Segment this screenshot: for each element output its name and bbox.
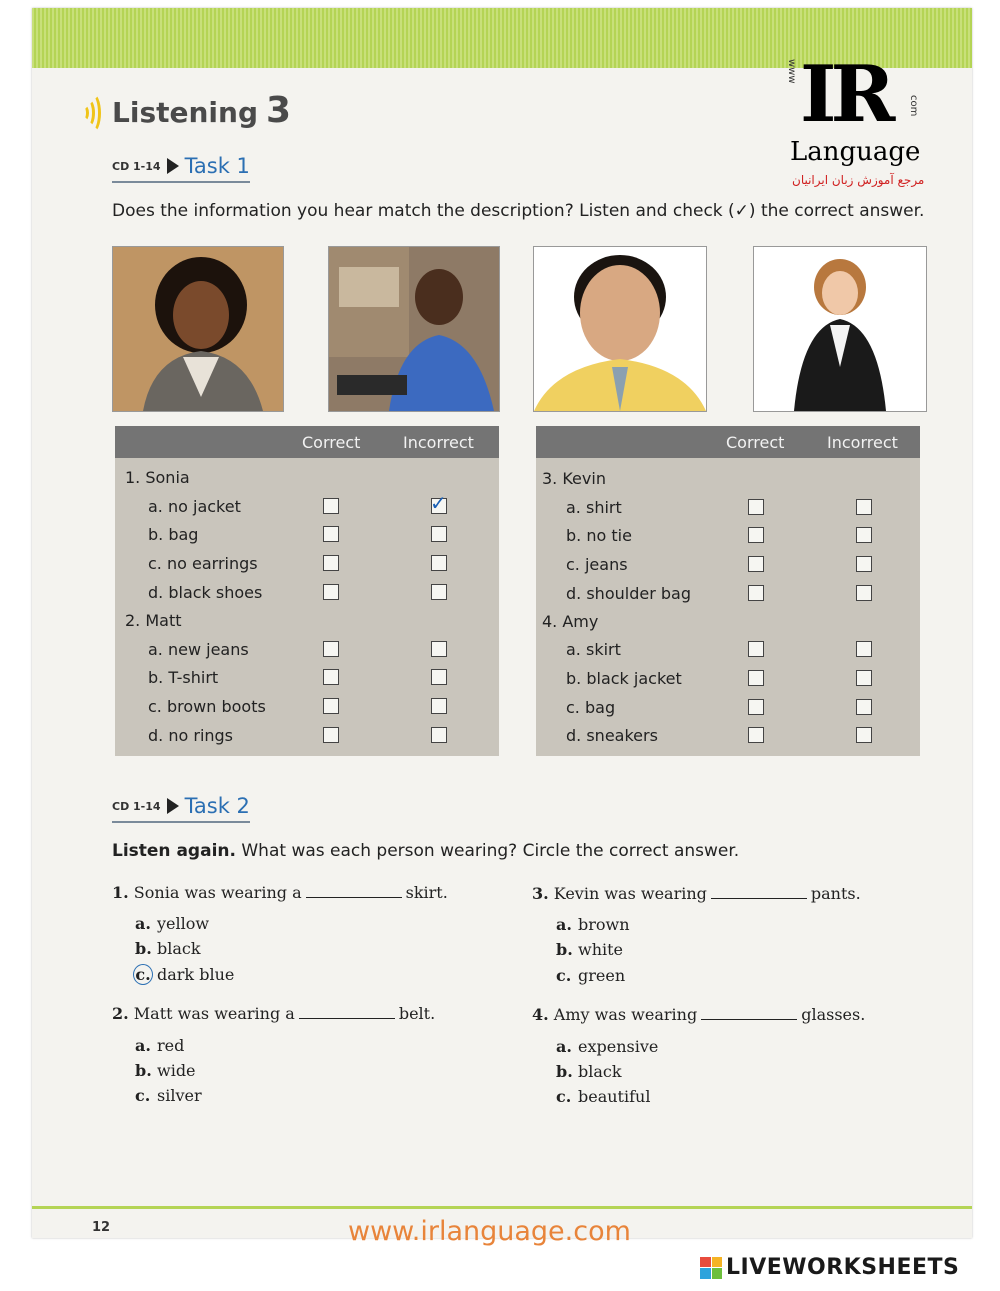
checkbox-correct[interactable]	[748, 527, 764, 543]
checkbox-correct[interactable]	[748, 641, 764, 657]
irlanguage-logo: www IR com Language مرجع آموزش زبان ایرانیان	[786, 49, 925, 187]
checkbox-incorrect[interactable]	[856, 556, 872, 572]
checkbox-incorrect[interactable]	[856, 585, 872, 601]
checkbox-correct[interactable]	[323, 526, 339, 542]
task1-instruction: Does the information you hear match the description? Listen and check (✓) the correct answer.	[112, 201, 925, 221]
option[interactable]: a. brown	[556, 915, 630, 934]
item-label: b. bag	[148, 525, 199, 544]
photo-sonia	[112, 246, 284, 412]
option[interactable]: b. white	[556, 940, 624, 959]
task2-heading: CD 1-14 Task 2	[112, 794, 250, 823]
option[interactable]: b. black	[556, 1062, 622, 1081]
item-label: b. no tie	[566, 526, 632, 545]
section-title	[78, 90, 291, 131]
item-label: c. brown boots	[148, 697, 266, 716]
item-label: a. skirt	[566, 640, 621, 659]
photo-matt	[328, 246, 500, 412]
checkbox-incorrect[interactable]	[431, 641, 447, 657]
checkbox-incorrect[interactable]	[431, 555, 447, 571]
checkbox-incorrect[interactable]	[431, 669, 447, 685]
page-title: Listening 3	[112, 90, 292, 131]
check-mark-icon: ✓	[430, 491, 447, 515]
checkbox-incorrect[interactable]	[856, 699, 872, 715]
item-label: c. jeans	[566, 555, 628, 574]
item-label: c. bag	[566, 698, 616, 717]
task1-heading: CD 1-14 Task 1	[112, 154, 250, 183]
item-label: d. black shoes	[148, 583, 263, 602]
option[interactable]: c. green	[556, 966, 626, 985]
group-label: 4. Amy	[542, 612, 599, 631]
option[interactable]: a. expensive	[556, 1037, 659, 1056]
option-circled[interactable]: c. dark blue	[135, 964, 234, 985]
table-header: Correct Incorrect	[115, 426, 499, 458]
group-label: 1. Sonia	[125, 468, 190, 487]
footer-line	[32, 1206, 972, 1209]
checkbox-correct[interactable]	[323, 555, 339, 571]
task1-table-left	[115, 426, 499, 756]
checkbox-incorrect[interactable]	[856, 670, 872, 686]
item-label: a. shirt	[566, 498, 622, 517]
option[interactable]: c. beautiful	[556, 1087, 651, 1106]
item-label: d. sneakers	[566, 726, 658, 745]
item-label: b. black jacket	[566, 669, 682, 688]
liveworksheets-logo-icon	[700, 1257, 722, 1279]
task1-table-right	[536, 426, 920, 756]
question-4: 4. Amy was wearing glasses.	[532, 1005, 866, 1024]
answer-blank[interactable]	[701, 1018, 797, 1020]
website-link[interactable]: www.irlanguage.com	[348, 1216, 631, 1247]
checkbox-incorrect[interactable]	[431, 698, 447, 714]
photo-kevin	[533, 246, 707, 412]
checkbox-correct[interactable]	[323, 498, 339, 514]
option[interactable]: b. black	[135, 939, 201, 958]
checkbox-incorrect[interactable]	[431, 526, 447, 542]
photo-amy	[753, 246, 927, 412]
checkbox-incorrect[interactable]	[856, 727, 872, 743]
checkbox-correct[interactable]	[748, 556, 764, 572]
checkbox-incorrect[interactable]	[856, 641, 872, 657]
play-triangle-icon	[167, 798, 179, 814]
answer-blank[interactable]	[711, 897, 807, 899]
option[interactable]: a. red	[135, 1036, 185, 1055]
option[interactable]: c. silver	[135, 1086, 202, 1105]
answer-blank[interactable]	[299, 1017, 395, 1019]
checkbox-correct[interactable]	[323, 641, 339, 657]
checkbox-correct[interactable]	[323, 698, 339, 714]
checkbox-correct[interactable]	[748, 585, 764, 601]
checkbox-correct[interactable]	[323, 584, 339, 600]
answer-blank[interactable]	[306, 896, 402, 898]
item-label: d. shoulder bag	[566, 584, 691, 603]
question-2: 2. Matt was wearing a belt.	[112, 1004, 436, 1023]
liveworksheets-brand: LIVEWORKSHEETS	[700, 1255, 959, 1280]
checkbox-incorrect[interactable]	[856, 499, 872, 515]
checkbox-correct[interactable]	[323, 669, 339, 685]
checkbox-correct[interactable]	[748, 670, 764, 686]
checkbox-incorrect[interactable]	[431, 727, 447, 743]
checkbox-incorrect[interactable]	[856, 527, 872, 543]
checkbox-incorrect[interactable]	[431, 584, 447, 600]
group-label: 3. Kevin	[542, 469, 606, 488]
page-number: 12	[92, 1220, 111, 1235]
item-label: d. no rings	[148, 726, 234, 745]
table-header: Correct Incorrect	[536, 426, 920, 458]
checkbox-correct[interactable]	[748, 499, 764, 515]
checkbox-correct[interactable]	[323, 727, 339, 743]
sound-waves-icon	[78, 93, 106, 129]
item-label: b. T-shirt	[148, 668, 219, 687]
question-3: 3. Kevin was wearing pants.	[532, 884, 861, 903]
checkbox-correct[interactable]	[748, 699, 764, 715]
item-label: a. no jacket	[148, 497, 241, 516]
item-label: c. no earrings	[148, 554, 258, 573]
task2-instruction: Listen again. What was each person wearing? Circle the correct answer.	[112, 841, 740, 861]
question-1: 1. Sonia was wearing a skirt.	[112, 883, 448, 902]
play-triangle-icon	[167, 158, 179, 174]
item-label: a. new jeans	[148, 640, 249, 659]
option[interactable]: a. yellow	[135, 914, 210, 933]
checkbox-correct[interactable]	[748, 727, 764, 743]
group-label: 2. Matt	[125, 611, 182, 630]
option[interactable]: b. wide	[135, 1061, 196, 1080]
